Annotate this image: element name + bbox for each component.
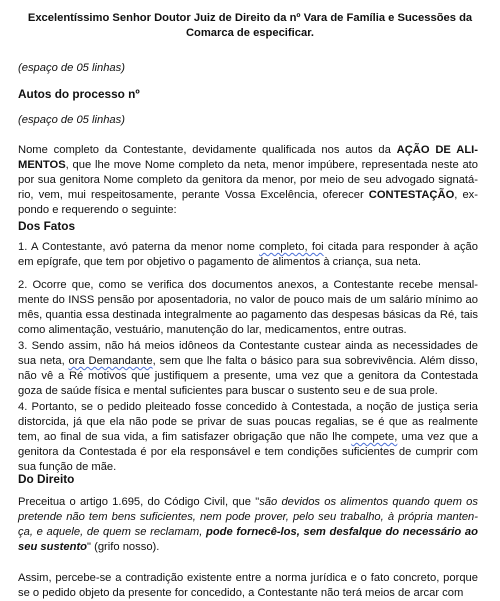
paragraph-2: 2. Ocorre que, como se verifica dos documentos anexos, a Contestante recebe mensal-mente do INSS pensão por aposentadoria, no valor de pouco mais de um salário mínimo ao mês, quantia essa destinada integralmente ao pagamento das despesas básicas da Ré, tais como alimentação, vestuário, manutenção do lar, medicamentos, entre outras. (18, 279, 478, 336)
paragraph-5-text-1: Preceitua o artigo 1.695, do Código Civil, que " (18, 496, 260, 508)
court-address-line-2: Comarca de especificar. (185, 27, 315, 39)
civil-code-emphasis: pode fornecê-los, sem desfalque do necessário ao seu sustento (18, 526, 478, 553)
paragraph-3 (18, 339, 478, 399)
court-address-heading (14, 11, 486, 41)
civil-code-quote: são devidos os alimentos quando quem os pretende não tem bens suficientes, nem pode prover, pelo seu trabalho, à própria manten-ça, e aquele, de quem se reclamam, (18, 496, 478, 538)
case-number-label: Autos do processo nº (18, 87, 140, 101)
spacer-note-1: (espaço de 05 linhas) (18, 62, 125, 74)
paragraph-5-text-2: " (grifo nosso). (87, 541, 160, 553)
intro-text-1: Nome completo da Contestante, devidamente qualificada nos autos da (18, 144, 397, 156)
paragraph-5 (18, 495, 478, 555)
law-heading: Do Direito (18, 472, 75, 486)
intro-text-3: , ex-pondo e requerendo o seguinte: (18, 189, 478, 216)
spellcheck-flag-3: compete, (351, 431, 398, 443)
facts-heading: Dos Fatos (18, 219, 76, 233)
paragraph-4-text-2: uma vez que a genitora da Contestada é por ela responsável e tem condições suficientes de cumprir com sua função de mãe. (18, 431, 478, 473)
spacer-note-2: (espaço de 05 linhas) (18, 114, 125, 126)
paragraph-4-text-1: 4. Portanto, se o pedido pleiteado fosse concedido à Contestada, a noção de justiça seria distorcida, já que ela não pode se privar de suas poucas regalias, se é que as realmente tem, ao final de sua vida, a fim satisfazer obrigação que não lhe (18, 401, 478, 443)
contestation-term: CONTESTAÇÃO (368, 189, 455, 201)
paragraph-3-text-2: , sem que lhe falta o básico para sua sobrevivência. Além disso, não vê a Ré motivos que justifiquem a presente, uma vez que a genitora da Contestada goza de saúde física e mental suficientes para buscar o sustento seu e de sua prole. (18, 355, 478, 397)
intro-text-2: , que lhe move Nome completo da neta, menor impúbere, representada neste ato por sua genitora Nome completo da genitora da menor, por meio de seu advogado signatá-rio, vem, mui respeitosamente, perante Vossa Excelência, oferecer (18, 159, 478, 201)
spellcheck-flag-1: completo, foi (259, 241, 324, 253)
paragraph-6: Assim, percebe-se a contradição existente entre a norma jurídica e o fato concreto, porque se o pedido objeto da presente for concedido, a Contestante não terá meios de arcar com (18, 572, 478, 599)
court-address-line-1: Excelentíssimo Senhor Doutor Juiz de Direito da nº Vara de Família e Sucessões da (27, 12, 473, 24)
action-name: AÇÃO DE ALI-MENTOS (18, 144, 478, 171)
paragraph-4 (18, 400, 478, 475)
spellcheck-flag-2: ora Demandante (68, 355, 153, 367)
paragraph-3-text-1: 3. Sendo assim, não há meios idôneos da Contestante custear ainda as necessidades de sua neta, (18, 340, 478, 367)
intro-paragraph (18, 143, 478, 218)
paragraph-1-text-2: citada para responder à ação em epígrafe, que tem por objetivo o pagamento de alimentos à criança, sua neta. (18, 241, 479, 268)
paragraph-1 (18, 240, 478, 270)
paragraph-1-text-1: 1. A Contestante, avó paterna da menor nome (18, 241, 260, 253)
